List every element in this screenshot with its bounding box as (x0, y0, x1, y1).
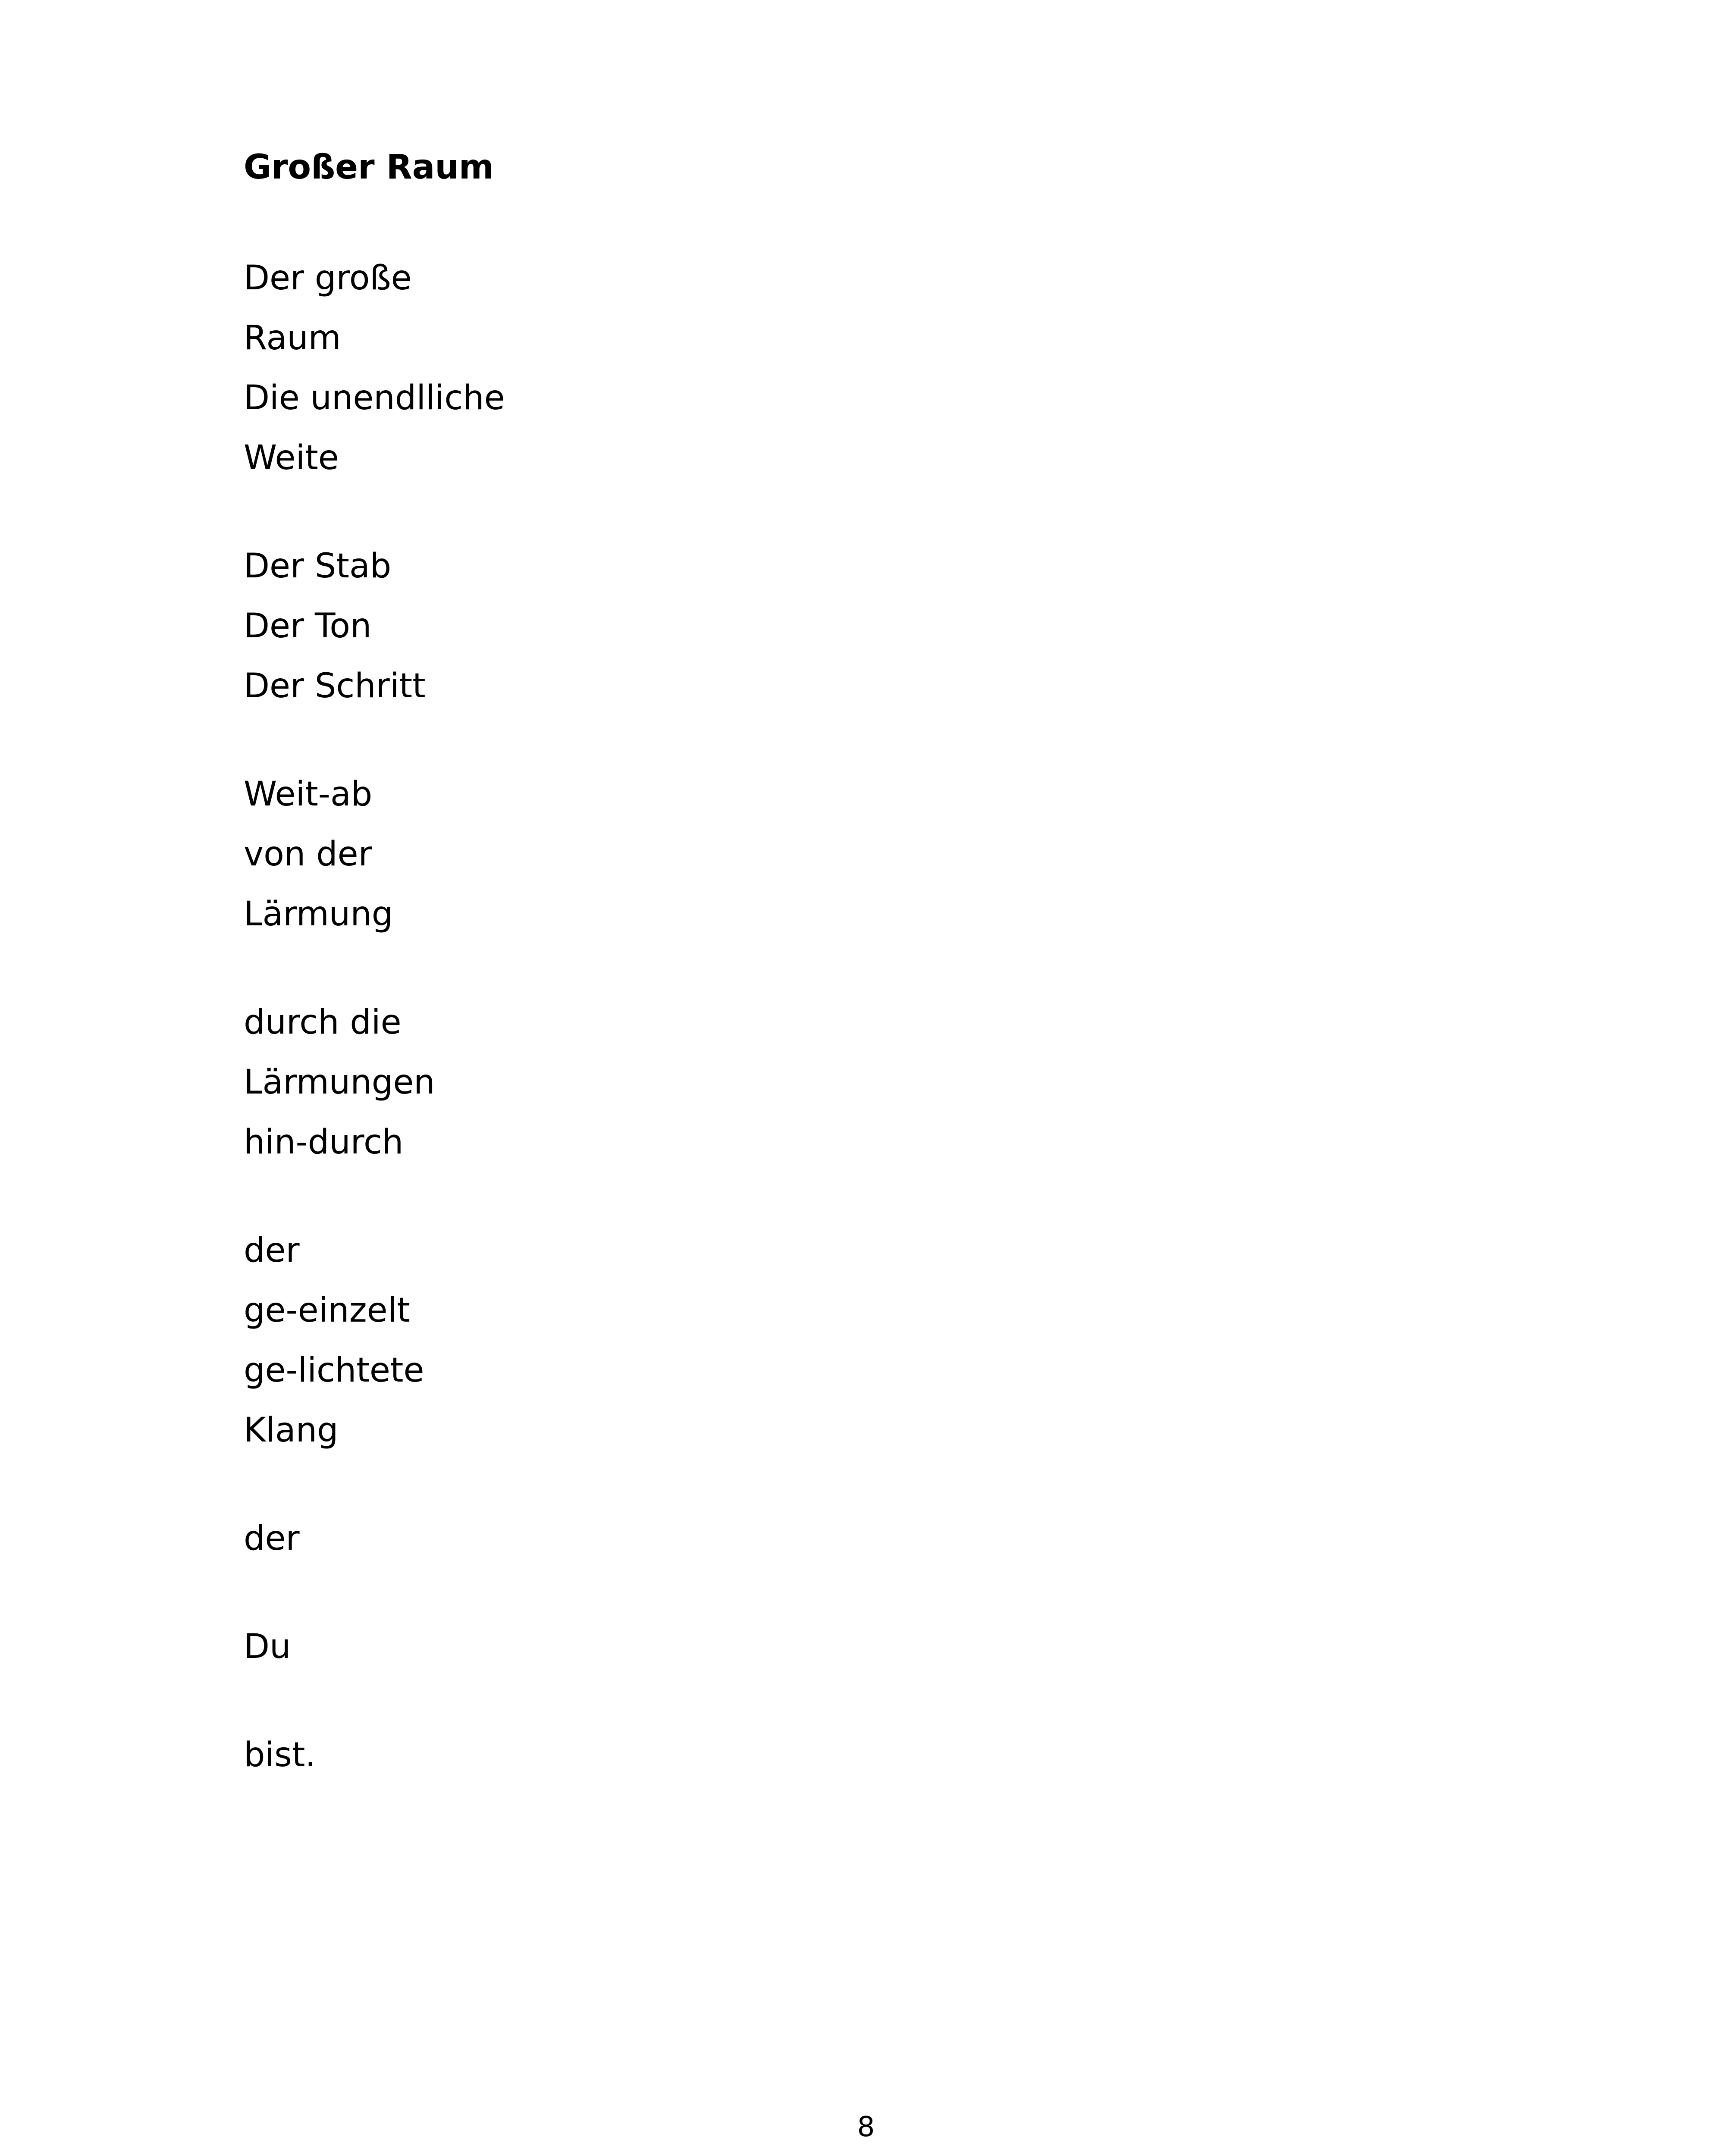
poem-line: Der Schritt (244, 667, 426, 705)
poem-line: bist. (244, 1736, 316, 1774)
stanza-7 (244, 1617, 1365, 1677)
poem-line: Raum (244, 319, 341, 357)
poem-line: Lärmung (244, 895, 393, 934)
page-number: 8 (857, 2111, 875, 2143)
poem-line: von der (244, 835, 372, 874)
stanza-2 (244, 536, 1365, 716)
poem-line: durch die (244, 1003, 402, 1042)
stanza-3 (244, 765, 1365, 944)
poem-line: der (244, 1231, 300, 1270)
poem-title: Großer Raum (244, 148, 494, 187)
poem-line: ge-lichtete (244, 1351, 424, 1390)
stanza-6 (244, 1509, 1365, 1569)
poem-line: Klang (244, 1411, 339, 1450)
stanza-1 (244, 248, 1365, 488)
poem-line: hin-durch (244, 1123, 404, 1162)
poem-line: ge-einzelt (244, 1291, 410, 1330)
poem-line: Der große (244, 259, 412, 298)
poem-line: der (244, 1519, 300, 1558)
poem-line: Du (244, 1627, 291, 1666)
poem-line: Weit-ab (244, 775, 373, 814)
poem-line: Die unendlliche (244, 379, 505, 417)
stanza-8 (244, 1725, 1365, 1785)
poem (244, 142, 1365, 1833)
stanza-5 (244, 1221, 1365, 1460)
poem-line: Lärmungen (244, 1063, 435, 1102)
poem-line: Der Stab (244, 547, 392, 586)
poem-line: Weite (244, 439, 339, 477)
stanza-4 (244, 993, 1365, 1172)
poem-line: Der Ton (244, 607, 372, 646)
